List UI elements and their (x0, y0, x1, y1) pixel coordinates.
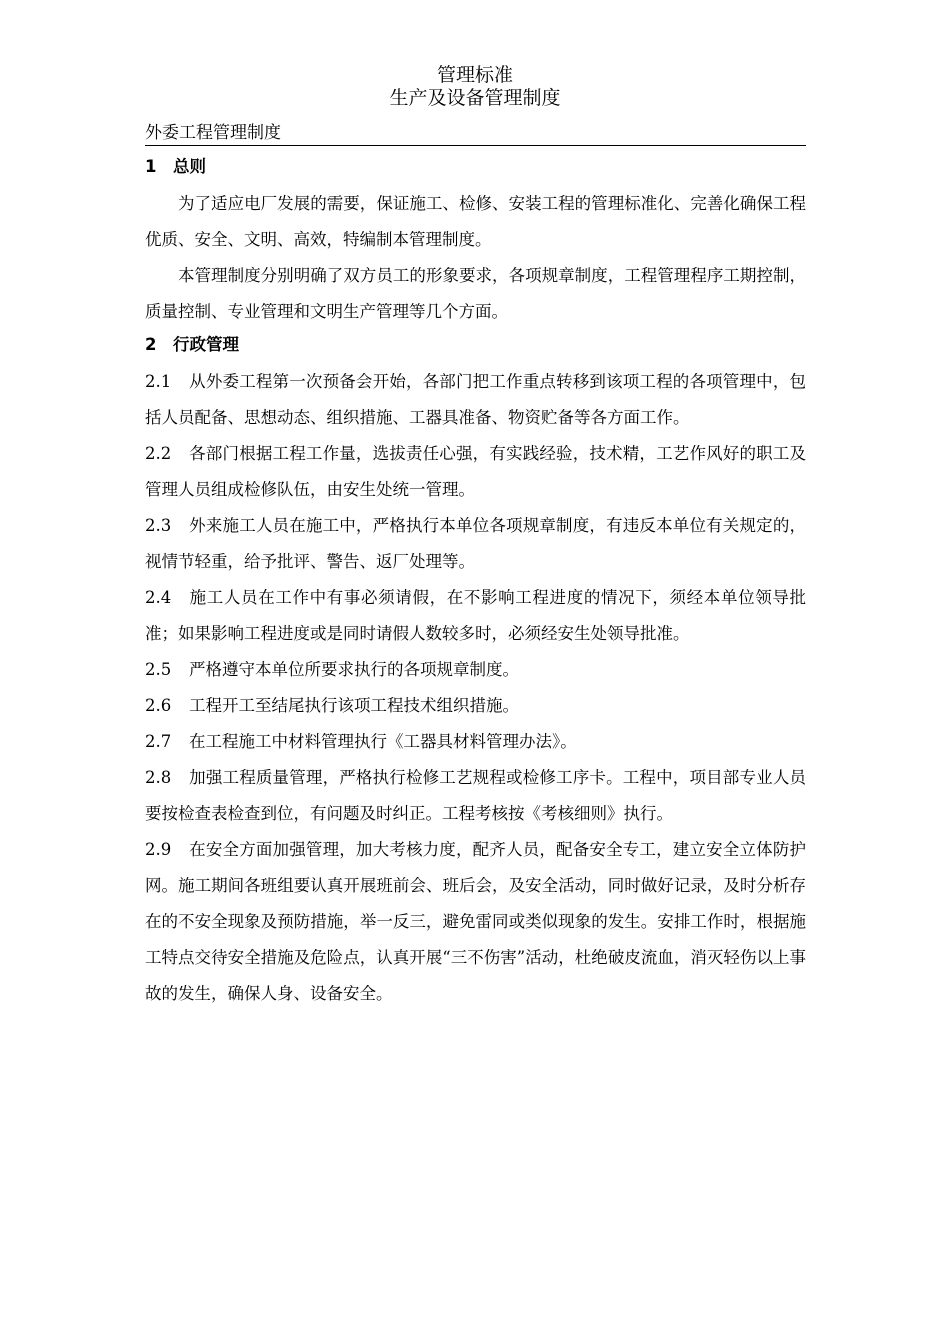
section-title: 行政管理 (173, 335, 239, 354)
clause-number: 2.3 (145, 516, 172, 535)
header-category: 管理标准 (436, 64, 513, 86)
clause-item (145, 508, 806, 580)
section-heading-general (145, 152, 806, 186)
clause-text: 工程开工至结尾执行该项工程技术组织措施。 (189, 696, 519, 715)
paragraph: 为了适应电厂发展的需要，保证施工、检修、安装工程的管理标准化、完善化确保工程优质、安全、文明、高效，特编制本管理制度。 (145, 194, 806, 249)
clause-text: 在工程施工中材料管理执行《工器具材料管理办法》。 (189, 732, 577, 751)
clause-number: 2.1 (145, 372, 172, 391)
section-title: 总则 (173, 157, 206, 176)
page-header (0, 64, 950, 110)
clause-item (145, 760, 806, 832)
clause-number: 2.4 (145, 588, 172, 607)
clause-item (145, 364, 806, 436)
paragraph: 本管理制度分别明确了双方员工的形象要求，各项规章制度，工程管理程序工期控制，质量控制、专业管理和文明生产管理等几个方面。 (145, 266, 806, 321)
clause-text: 加强工程质量管理，严格执行检修工艺规程或检修工序卡。工程中，项目部专业人员要按检查表检查到位，有问题及时纠正。工程考核按《考核细则》执行。 (145, 768, 806, 823)
clause-text: 外来施工人员在施工中，严格执行本单位各项规章制度，有违反本单位有关规定的，视情节轻重，给予批评、警告、返厂处理等。 (145, 516, 806, 571)
clause-item (145, 724, 806, 760)
section-heading-administration (145, 330, 806, 364)
clause-item (145, 832, 806, 1012)
clause-number: 2.5 (145, 660, 172, 679)
clause-text: 从外委工程第一次预备会开始，各部门把工作重点转移到该项工程的各项管理中，包括人员配备、思想动态、组织措施、工器具准备、物资贮备等各方面工作。 (145, 372, 806, 427)
clause-number: 2.6 (145, 696, 172, 715)
clause-number: 2.9 (145, 840, 172, 859)
clause-number: 2.2 (145, 444, 172, 463)
clause-item (145, 580, 806, 652)
header-subtitle: 生产及设备管理制度 (389, 87, 561, 109)
document-title: 外委工程管理制度 (145, 121, 806, 146)
document-body (145, 152, 806, 1012)
clause-item (145, 652, 806, 688)
section-number: 2 (145, 335, 157, 354)
clause-number: 2.8 (145, 768, 172, 787)
clause-text: 各部门根据工程工作量，选拔责任心强，有实践经验，技术精，工艺作风好的职工及管理人员组成检修队伍，由安生处统一管理。 (145, 444, 806, 499)
clause-number: 2.7 (145, 732, 172, 751)
clause-item (145, 436, 806, 508)
clause-text: 施工人员在工作中有事必须请假，在不影响工程进度的情况下，须经本单位领导批准；如果影响工程进度或是同时请假人数较多时，必须经安生处领导批准。 (145, 588, 806, 643)
clause-item (145, 688, 806, 724)
clause-text: 在安全方面加强管理，加大考核力度，配齐人员，配备安全专工，建立安全立体防护网。施工期间各班组要认真开展班前会、班后会，及安全活动，同时做好记录，及时分析存在的不安全现象及预防措施，举一反三，避免雷同或类似现象的发生。安排工作时，根据施工特点交待安全措施及危险点，认真开展“三不伤害”活动，杜绝破皮流血，消灭轻伤以上事故的发生，确保人身、设备安全。 (145, 840, 806, 1003)
section-number: 1 (145, 157, 157, 176)
clause-text: 严格遵守本单位所要求执行的各项规章制度。 (189, 660, 519, 679)
